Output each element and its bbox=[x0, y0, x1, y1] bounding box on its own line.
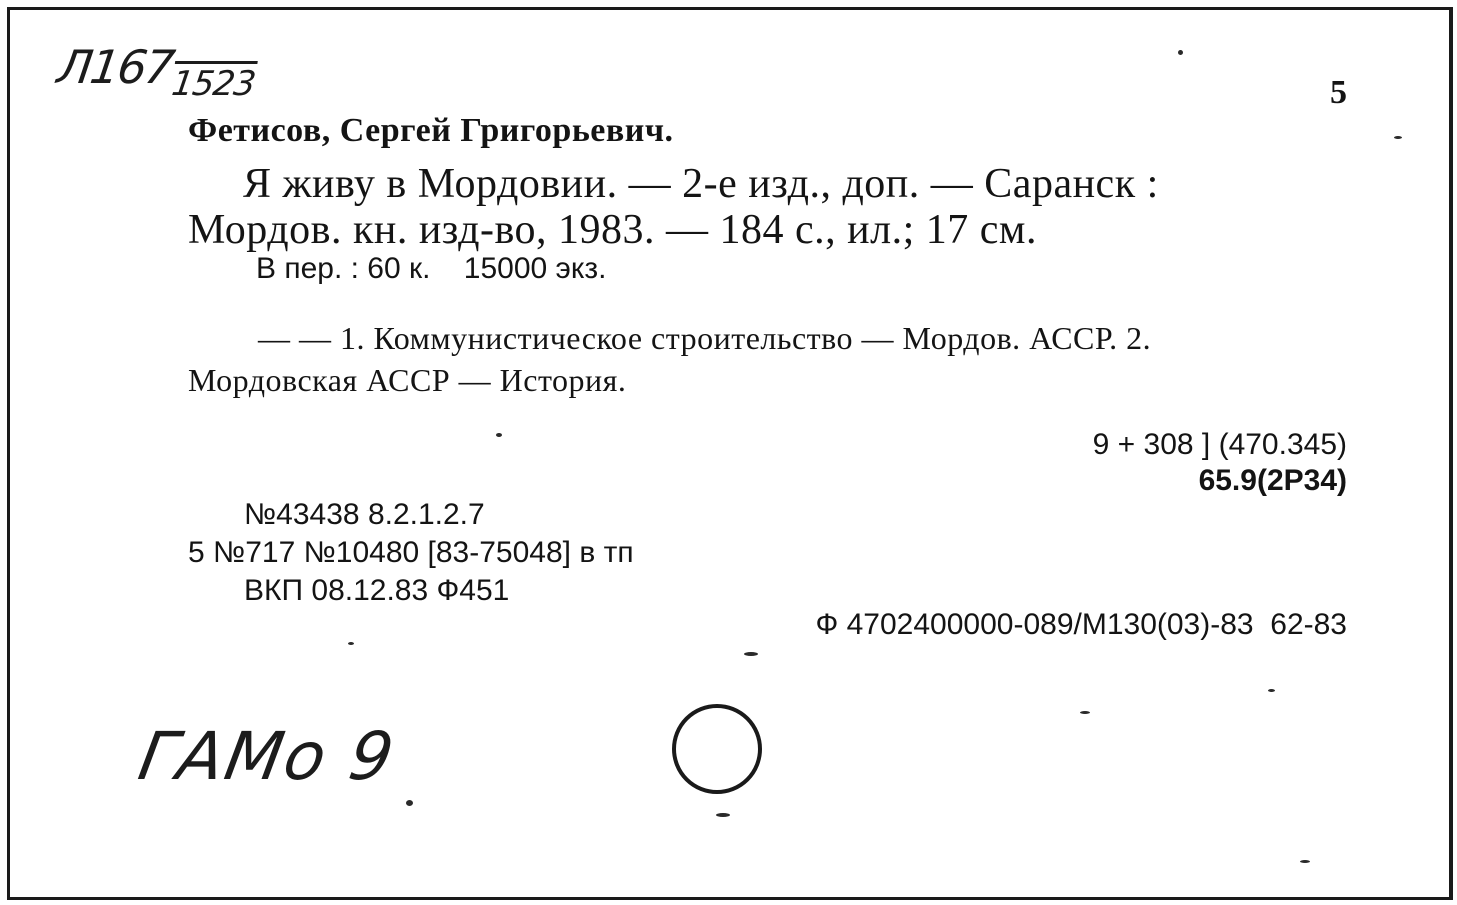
author-heading: Фетисов, Сергей Григорьевич. bbox=[188, 112, 674, 149]
subject-headings-line: Мордовская АССР — История. bbox=[188, 362, 627, 398]
stamp-circle-icon bbox=[672, 704, 762, 794]
order-line: 5 №717 №10480 [83-75048] в тп bbox=[188, 536, 634, 569]
handwritten-copy-number: 1523 bbox=[169, 64, 258, 104]
card-number: 5 bbox=[1330, 74, 1347, 111]
scan-speck bbox=[1394, 136, 1402, 139]
subject-headings-line: — — 1. Коммунистическое строительство — Мордов. АССР. 2. bbox=[258, 320, 1152, 356]
title-line: Мордов. кн. изд-во, 1983. — 184 с., ил.; 17 см. bbox=[188, 207, 1038, 253]
handwritten-location-code: ГАМо 9 bbox=[133, 718, 402, 795]
scan-speck bbox=[1268, 689, 1275, 692]
scan-speck bbox=[406, 800, 413, 806]
scan-speck bbox=[496, 433, 502, 437]
price-circulation-line: В пер. : 60 к. 15000 экз. bbox=[256, 252, 607, 285]
classification-index: 9 + 308 ] (470.345) bbox=[1092, 428, 1347, 461]
scan-speck bbox=[744, 652, 758, 656]
scan-speck bbox=[716, 813, 730, 817]
scan-speck bbox=[1178, 50, 1183, 55]
title-line: Я живу в Мордовии. — 2-е изд., доп. — Саранск : bbox=[243, 161, 1159, 207]
scan-speck bbox=[348, 642, 354, 645]
scan-speck bbox=[1080, 711, 1090, 714]
handwritten-accession-number: Л167 bbox=[54, 40, 177, 94]
scan-speck bbox=[1300, 860, 1310, 863]
classification-index: 65.9(2Р34) bbox=[1198, 464, 1347, 497]
publisher-index-line: Ф 4702400000-089/М130(03)-83 62-83 bbox=[815, 608, 1347, 641]
order-line: ВКП 08.12.83 Ф451 bbox=[244, 574, 510, 607]
order-line: №43438 8.2.1.2.7 bbox=[244, 498, 485, 531]
